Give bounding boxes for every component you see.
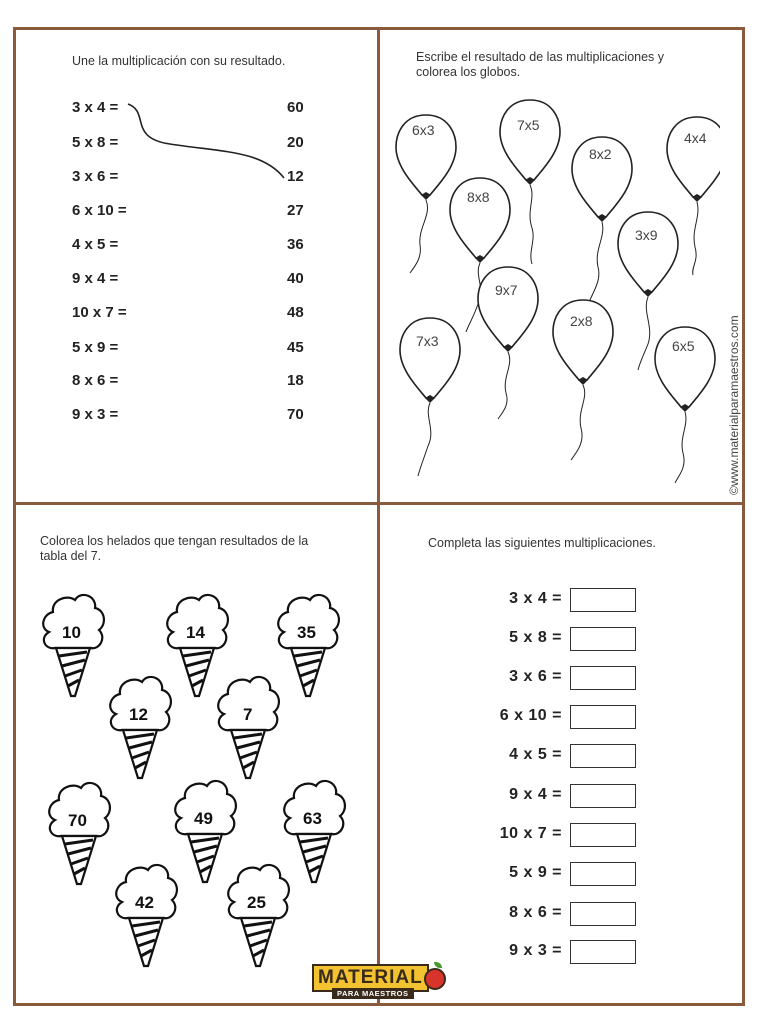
icecream[interactable] xyxy=(49,783,110,884)
icecream-number: 35 xyxy=(297,623,316,642)
icecream-number: 70 xyxy=(68,811,87,830)
icecream[interactable] xyxy=(43,595,104,696)
balloon[interactable] xyxy=(478,267,538,419)
balloon-label: 9x7 xyxy=(495,282,518,298)
icecream[interactable] xyxy=(284,781,345,882)
panel-divider-horizontal xyxy=(13,502,745,505)
complete-problem: 10 x 7 = xyxy=(499,825,562,842)
icecream[interactable] xyxy=(228,865,289,966)
logo-subtitle: PARA MAESTROS xyxy=(332,988,414,999)
balloon[interactable] xyxy=(396,115,456,273)
answer-box[interactable] xyxy=(570,744,636,768)
icecream-number: 25 xyxy=(247,893,266,912)
complete-problem: 9 x 3 = xyxy=(509,942,562,959)
balloon-label: 4x4 xyxy=(684,130,707,146)
balloons-illustration xyxy=(380,85,720,495)
icecream-number: 42 xyxy=(135,893,154,912)
balloon-label: 7x5 xyxy=(517,117,540,133)
icecream[interactable] xyxy=(218,677,279,778)
match-problem: 10 x 7 = xyxy=(72,304,127,321)
answer-box[interactable] xyxy=(570,823,636,847)
icecream-number: 12 xyxy=(129,705,148,724)
answer-box[interactable] xyxy=(570,666,636,690)
icecream-number: 10 xyxy=(62,623,81,642)
match-result: 60 xyxy=(287,99,304,116)
apple-icon xyxy=(424,968,446,990)
complete-problem: 3 x 6 = xyxy=(509,668,562,685)
match-problem: 6 x 10 = xyxy=(72,202,127,219)
panel3-instruction-line1: Colorea los helados que tengan resultados de la xyxy=(40,534,309,548)
complete-problem: 8 x 6 = xyxy=(509,904,562,921)
answer-box[interactable] xyxy=(570,784,636,808)
balloon[interactable] xyxy=(553,300,613,460)
panel4-instruction: Completa las siguientes multiplicaciones. xyxy=(428,536,656,550)
answer-box[interactable] xyxy=(570,627,636,651)
match-result: 18 xyxy=(287,372,304,389)
match-result: 36 xyxy=(287,236,304,253)
match-result: 12 xyxy=(287,168,304,185)
balloon-label: 8x8 xyxy=(467,189,490,205)
match-problem: 3 x 6 = xyxy=(72,168,119,185)
icecream[interactable] xyxy=(167,595,228,696)
balloon[interactable] xyxy=(655,327,715,483)
panel2-instruction-line2: colorea los globos. xyxy=(416,65,521,79)
icecream-number: 63 xyxy=(303,809,322,828)
match-problem: 4 x 5 = xyxy=(72,236,119,253)
icecream-number: 49 xyxy=(194,809,213,828)
match-problem: 5 x 8 = xyxy=(72,134,119,151)
match-problem: 8 x 6 = xyxy=(72,372,119,389)
icecream[interactable] xyxy=(110,677,171,778)
watermark-url: ©www.materialparamaestros.com xyxy=(727,315,741,495)
complete-problem: 5 x 8 = xyxy=(509,629,562,646)
match-problem: 9 x 4 = xyxy=(72,270,119,287)
icecream-number: 14 xyxy=(186,623,205,642)
icecream[interactable] xyxy=(116,865,177,966)
complete-problem: 6 x 10 = xyxy=(499,707,562,724)
panel3-instruction-line2: tabla del 7. xyxy=(40,549,102,563)
panel2-instruction-line1: Escribe el resultado de las multiplicaciones y xyxy=(416,50,665,64)
balloon-label: 8x2 xyxy=(589,146,612,162)
match-problem: 3 x 4 = xyxy=(72,99,119,116)
panel1-instruction: Une la multiplicación con su resultado. xyxy=(72,54,286,68)
complete-problem: 3 x 4 = xyxy=(509,590,562,607)
icecreams-illustration xyxy=(16,580,376,980)
balloon-label: 6x5 xyxy=(672,338,695,354)
complete-problem: 4 x 5 = xyxy=(509,746,562,763)
balloon[interactable] xyxy=(400,318,460,476)
balloon-label: 2x8 xyxy=(570,313,593,329)
example-connecting-line xyxy=(0,0,380,200)
icecream[interactable] xyxy=(278,595,339,696)
match-problem: 9 x 3 = xyxy=(72,406,119,423)
balloon[interactable] xyxy=(500,100,560,264)
icecream[interactable] xyxy=(175,781,236,882)
complete-problem: 9 x 4 = xyxy=(509,786,562,803)
balloon-label: 7x3 xyxy=(416,333,439,349)
match-result: 48 xyxy=(287,304,304,321)
logo-title: MATERIAL xyxy=(312,964,429,992)
complete-problem: 5 x 9 = xyxy=(509,864,562,881)
answer-box[interactable] xyxy=(570,940,636,964)
match-problem: 5 x 9 = xyxy=(72,339,119,356)
brand-logo xyxy=(312,962,446,1000)
balloon[interactable] xyxy=(572,137,632,305)
match-result: 27 xyxy=(287,202,304,219)
balloon-label: 6x3 xyxy=(412,122,435,138)
match-result: 40 xyxy=(287,270,304,287)
answer-box[interactable] xyxy=(570,902,636,926)
answer-box[interactable] xyxy=(570,705,636,729)
match-result: 45 xyxy=(287,339,304,356)
answer-box[interactable] xyxy=(570,862,636,886)
match-result: 70 xyxy=(287,406,304,423)
match-result: 20 xyxy=(287,134,304,151)
icecream-number: 7 xyxy=(243,705,253,724)
balloon-label: 3x9 xyxy=(635,227,658,243)
answer-box[interactable] xyxy=(570,588,636,612)
